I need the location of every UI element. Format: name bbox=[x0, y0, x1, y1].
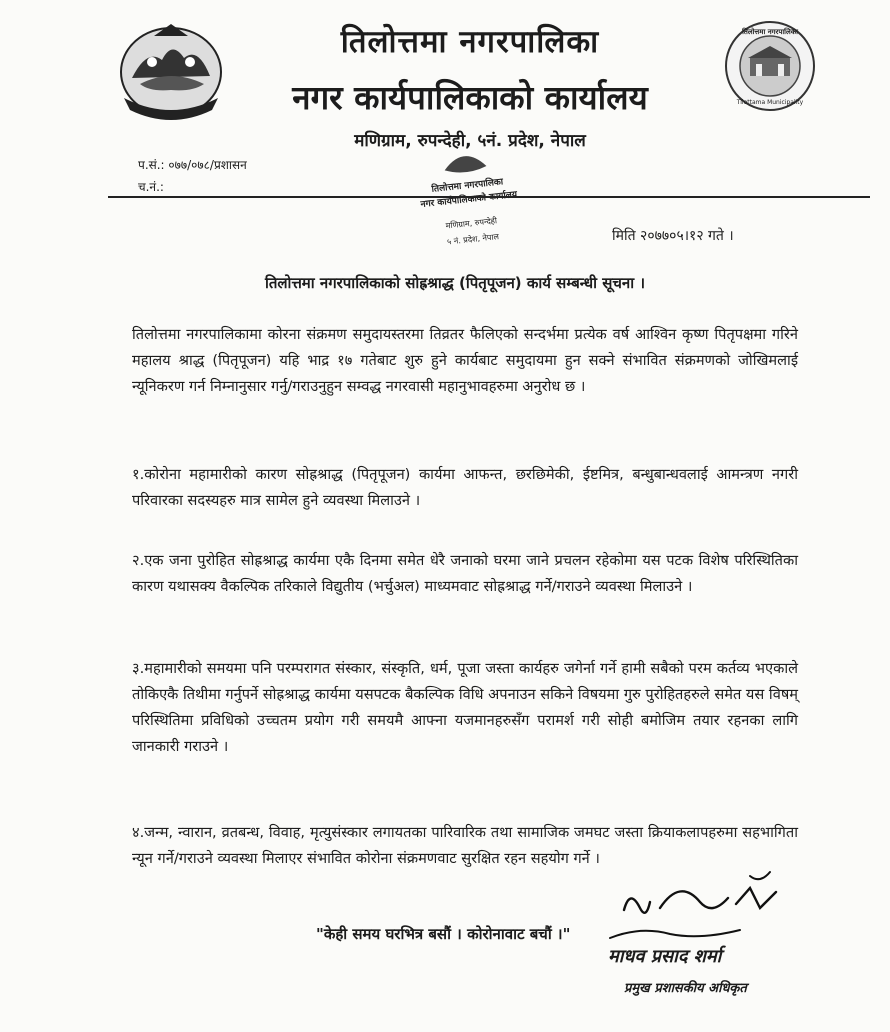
point-4: ४.जन्म, न्वारान, व्रतबन्ध, विवाह, मृत्युसंस्कार लगायतका पारिवारिक तथा सामाजिक जमघट जस्ता क्रियाकलापहरुमा सहभागिता न्यून गर्ने/गराउने व्यवस्था मिलाएर संभावित कोरोना संक्रमणवाट सुरक्षित रहन सहयोग गर्ने । bbox=[132, 824, 798, 867]
stamp-line-2: नगर कार्यपालिकाको कार्यालय bbox=[420, 189, 518, 211]
tilottama-municipality-logo-icon bbox=[722, 18, 818, 114]
dispatch-number: च.नं.: bbox=[138, 180, 164, 194]
office-name: नगर कार्यपालिकाको कार्यालय bbox=[292, 78, 648, 117]
handwritten-signature bbox=[600, 868, 800, 948]
point-2: २.एक जना पुरोहित सोह्रश्राद्ध कार्यमा एकै दिनमा समेत धेरै जनाको घरमा जाने प्रचलन रहेकोमा यस पटक विशेष परिस्थितिका कारण यथासक्य वैकल्पिक तरिकाले विद्युतीय (भर्चुअल) माध्यमवाट सोह्रश्राद्ध गर्ने/गराउने व्यवस्था मिलाउने । bbox=[132, 552, 798, 595]
point-1: १.कोरोना महामारीको कारण सोह्रश्राद्ध (पितृपूजन) कार्यमा आफन्त, छरछिमेकी, ईष्टमित्र, बन्धुबान्धवलाई आमन्त्रण नगरी परिवारका सदस्यहरु मात्र सामेल हुने व्यवस्था मिलाउने । bbox=[132, 466, 798, 509]
notice-date: मिति २०७७०५।१२ गते । bbox=[612, 228, 734, 244]
point-3: ३.महामारीको समयमा पनि परम्परागत संस्कार, संस्कृति, धर्म, पूजा जस्ता कार्यहरु जगेर्ना गर्ने हामी सबैको परम कर्तव्य भएकाले तोकिएकै तिथीमा गर्नुपर्ने सोह्रश्राद्ध कार्यमा यसपटक बैकल्पिक विधि अपनाउन सकिने विषयमा गुरु पुरोहितहरुले समेत यस विषम् परिस्थितिमा प्रविधिको उच्चतम प्रयोग गरी समयमै आफ्ना यजमानहरुसँग परामर्श गरी सोही बमोजिम तयार रहनका लागि जानकारी गराउने । bbox=[132, 660, 798, 755]
intro-paragraph: तिलोत्तमा नगरपालिकामा कोरना संक्रमण समुदायस्तरमा तिव्रतर फैलिएको सन्दर्भमा प्रत्येक वर्ष आश्विन कृष्ण पितृपक्षमा गरिने महालय श्राद्ध (पितृपूजन) यहि भाद्र १७ गतेबाट शुरु हुने कार्यबाट समुदायमा हुन सक्ने संभावित संक्रमणको जोखिमलाई न्यूनिकरण गर्न निम्नानुसार गर्नु/गराउनुहुन सम्वद्ध नगरवासी महानुभावहरुमा अनुरोध छ । bbox=[132, 326, 798, 395]
logo-bottom-text: Tilottama Municipality bbox=[736, 99, 804, 106]
signatory-name: माधव प्रसाद शर्मा bbox=[608, 946, 722, 967]
signatory-title: प्रमुख प्रशासकीय अधिकृत bbox=[624, 981, 747, 996]
stamp-line-4: ५ नं. प्रदेश, नेपाल bbox=[446, 232, 500, 247]
municipality-name: तिलोत्तमा नगरपालिका bbox=[340, 24, 600, 60]
office-stamp bbox=[408, 142, 530, 260]
nepal-government-emblem-icon bbox=[112, 18, 230, 122]
stamp-line-1: तिलोत्तमा नगरपालिका bbox=[431, 177, 504, 195]
slogan: "केही समय घरभित्र बसौं । कोरोनावाट बचौं ।" bbox=[316, 925, 571, 943]
logo-ring-text: तिलोत्तमा नगरपालिका bbox=[742, 28, 798, 36]
reference-number: प.सं.: ०७७/०७८/प्रशासन bbox=[138, 158, 247, 172]
office-address: मणिग्राम, रुपन्देही, ५नं. प्रदेश, नेपाल bbox=[354, 131, 586, 151]
notice-subject: तिलोत्तमा नगरपालिकाको सोह्रश्राद्ध (पितृपूजन) कार्य सम्बन्धी सूचना । bbox=[264, 274, 646, 292]
stamp-line-3: मणिग्राम, रुपन्देही bbox=[445, 216, 498, 231]
